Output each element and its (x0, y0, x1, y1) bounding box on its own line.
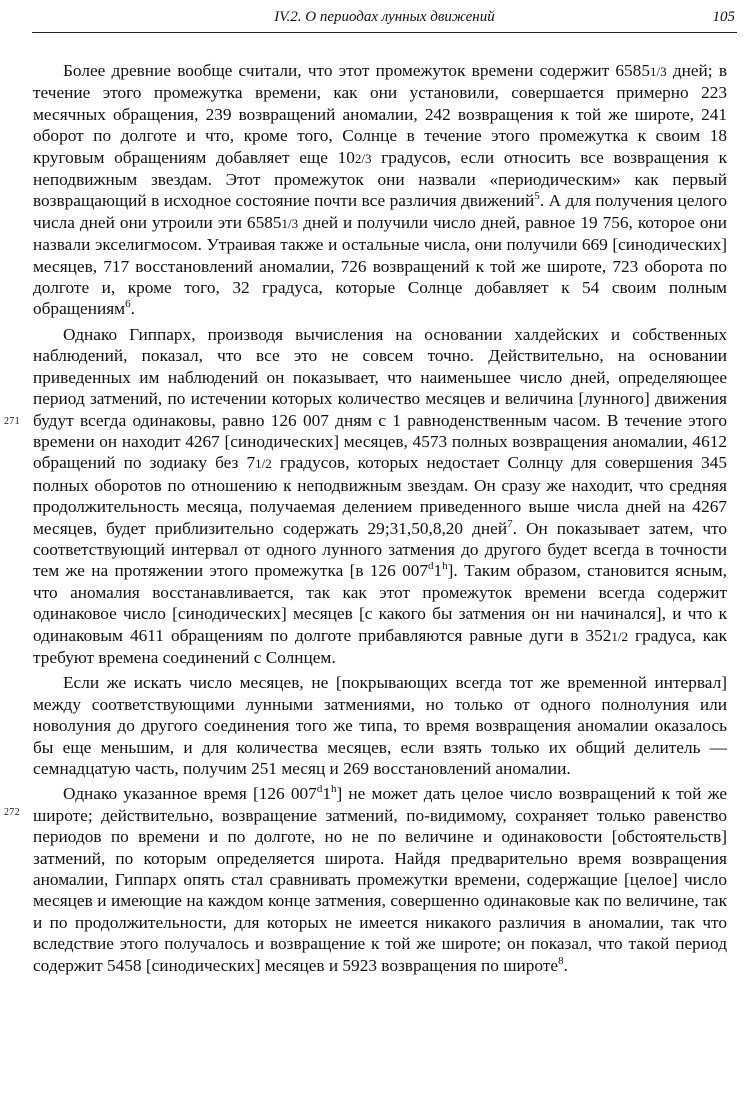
body-text (33, 60, 727, 976)
text-run: градуса, как требуют времена соединений с Солнцем. (33, 625, 728, 667)
page-number: 105 (712, 9, 735, 25)
text-run: Однако указанное время [126 007 (63, 784, 317, 804)
fraction-one-half: 1/2 (255, 456, 272, 472)
text-run: 1 (322, 784, 331, 804)
paragraph-4 (33, 783, 727, 976)
paragraph-3 (33, 672, 727, 779)
text-run: градусов, если относить все возвращения к неподвижным звездам. Этот промежуток они назвали «периодическим» как первый возвращающий в исходное состояние почти все различия движений (33, 147, 727, 211)
superscript-hours: h (442, 560, 448, 573)
fraction-one-third: 1/3 (281, 215, 299, 231)
page-header (32, 6, 737, 33)
text-run: Более древние вообще считали, что этот промежуток времени содержит 6585 (63, 61, 650, 80)
superscript-days: d (316, 783, 323, 796)
running-title: IV.2. О периодах лунных движений (274, 9, 495, 25)
text-run: ]. Таким образом, становится ясным, что аномалия восстанавливается, так как этот промежуток времени всегда содержит одинаковое число [синодических] месяцев [с какого бы затмения он ни начинался], и что к одинаковым 4611 обращениям по долготе прибавляются равные дуги в 352 (33, 561, 727, 645)
text-run: дней и получили число дней, равное 19 756, которое они назвали экселигмосом. Утраивая также и остальные числа, они получили 669 [синодических] месяцев, 717 восстановлений аномалии, 726 возвращений к той же широте, 723 оборота по долготе и, кроме того, 32 градуса, которые Солнце добавляет к 54 своим полным обращениям (33, 212, 727, 319)
footnote-ref-8: 8 (558, 954, 564, 967)
fraction-one-third: 1/3 (649, 64, 667, 79)
paragraph-1 (33, 60, 727, 320)
text-run: . (130, 299, 135, 319)
text-run: ] не может дать целое число возвращений к той же широте; действительно, возвращение затмений, по-видимому, сохраняет только равенство периодов по времени и по долготе, но не по величине и одинаковости [обстоятельств] затмений, по которым определяется широта. Найдя предварительно время возвращения аномалии, Гиппарх опять стал сравнивать промежутки времени, содержащие [целое] число месяцев и имеющие на каждом конце затмения, совершенно одинаковые как по величине, так и по продолжительности, для которых не имеется никакого различия в аномалии, так что вследствие этого получалось и возвращение к той же широте; он показал, что такой период содержит 5458 [синодических] месяцев и 5923 возвращения по широте (33, 784, 727, 975)
superscript-hours: h (330, 783, 337, 796)
fraction-one-half: 1/2 (611, 628, 629, 644)
text-run: Однако Гиппарх, производя вычисления на основании халдейских и собственных наблюдений, показал, что все это не совсем точно. Действительно, на основании приведенных им наблюдений он показывает, что наименьшее число дней, определяющее период затмений, по истечении которых количество месяцев и величина [лунного] движения будут всегда одинаковы, равно 126 007 дням с 1 равноденственным часом. В течение этого времени он находит 4267 [синодических] месяцев, 4573 полных возвращения аномалии, 4612 обращений по зодиаку без 7 (33, 324, 727, 473)
text-run: . (563, 955, 568, 975)
footnote-ref-6: 6 (125, 298, 131, 311)
text-run: Если же искать число месяцев, не [покрывающих всегда тот же временной интервал] между соответствующими лунными затмениями, но только от одного полнолуния или новолуния до другого соединения того же типа, то время возвращения аномалии оказалось бы еще меньшим, и для количества месяцев, если взять только их общий делитель — семнадцатую часть, получим 251 месяц и 269 восстановлений аномалии. (33, 673, 727, 778)
paragraph-2 (33, 324, 727, 669)
text-run: . А для получения целого числа дней они утроили эти 6585 (33, 191, 727, 232)
text-run: 1 (433, 561, 443, 581)
text-run: дней; в течение этого промежутка времени, как они установили, совершается примерно 223 месячных обращения, 239 возвращений аномалии, 242 возвращения к той же широте, 241 оборот по долготе и что, кроме того, Солнце в течение этого промежутка к своим 18 круговым обращениям добавляет еще 10 (33, 61, 728, 167)
footnote-ref-7: 7 (507, 517, 513, 530)
text-run: градусов, которых недостает Солнцу для совершения 345 полных оборотов по отношению к неподвижным звездам. Он сразу же находит, что средняя продолжительность месяца, получаемая делением приведенного выше числа дней на 4267 месяцев, будет приблизительно содержать 29;31,50,8,20 дней (33, 453, 728, 538)
text-run: . Он показывает затем, что соответствующий интервал от одного лунного затмения до другого будет всегда в точности тем же на протяжении этого промежутка [в 126 007 (33, 518, 727, 581)
superscript-days: d (428, 560, 434, 573)
fraction-two-thirds: 2/3 (354, 150, 372, 166)
footnote-ref-5: 5 (534, 190, 540, 203)
margin-number-272: 272 (4, 807, 20, 818)
margin-number-271: 271 (4, 416, 20, 427)
